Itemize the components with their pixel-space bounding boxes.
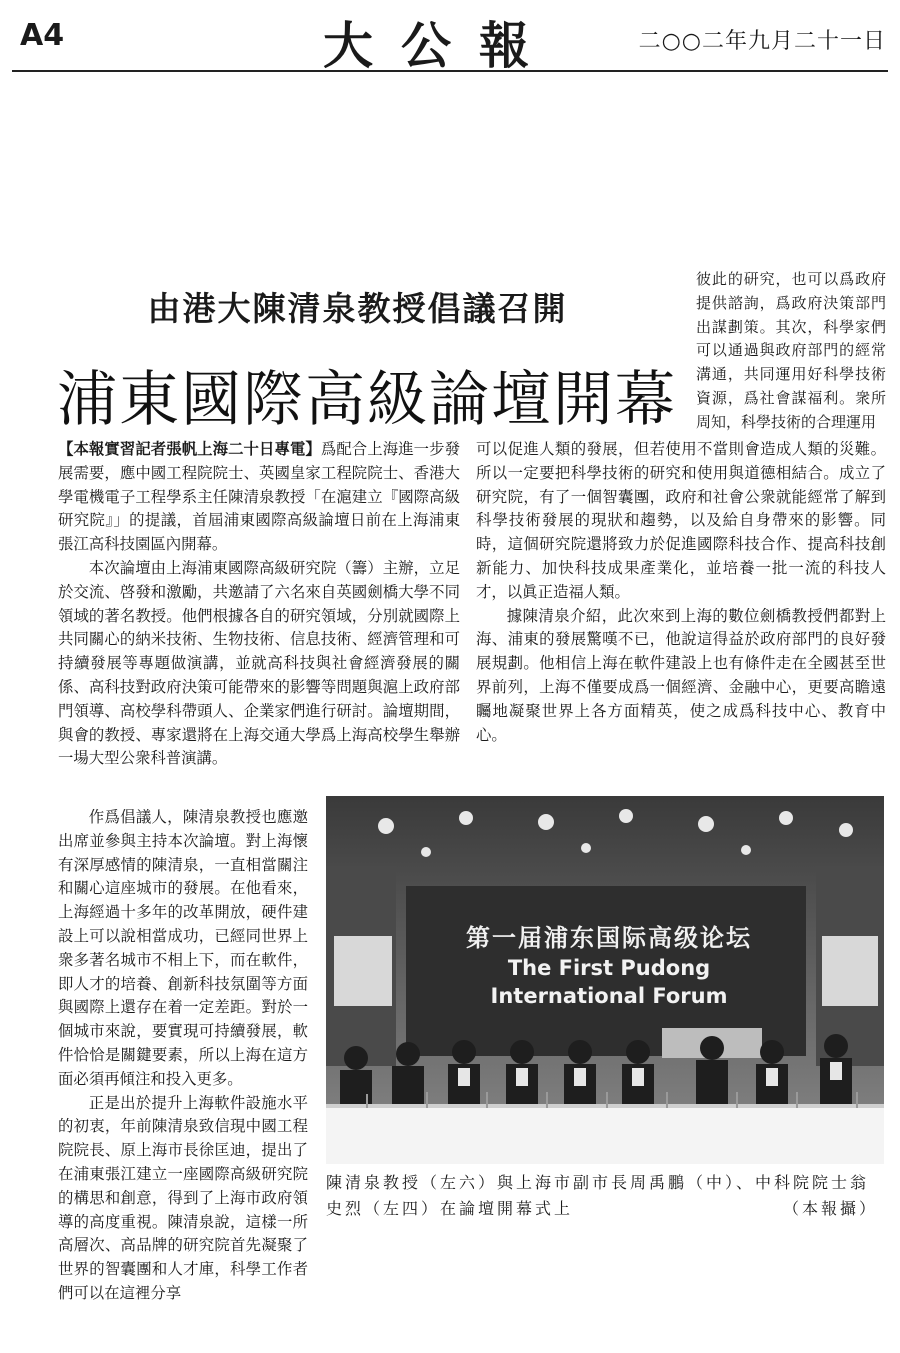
article-paragraph-lead <box>58 438 460 557</box>
article-paragraph: 彼此的研究，也可以爲政府提供諮詢，爲政府決策部門出謀劃策。其次，科學家們可以通過與政府部門的經常溝通，共同運用好科學技術資源，爲社會謀福利。衆所周知，科學技術的合理運用 <box>696 270 886 431</box>
article-paragraph: 可以促進人類的發展，但若使用不當則會造成人類的災難。所以一定要把科學技術的研究和使用與道德相結合。成立了研究院，有了一個智囊團，政府和社會公衆就能經常了解到科學技術發展的現狀和趨勢，以及給自身帶來的影響。同時，這個研究院還將致力於促進國際科技合作、提高科技創新能力、加快科技成果產業化，並培養一批一流的科技人才，以眞正造福人類。 <box>476 440 886 601</box>
article-column-right-top <box>696 268 886 435</box>
banner-chinese-title: 第一届浦东国际高级论坛 <box>466 924 752 952</box>
lead-text: 爲配合上海進一步發展需要，應中國工程院院士、英國皇家工程院院士、香港大學電機電子工程學系主任陳清泉教授「在滬建立『國際高級研究院』」的提議，首屆浦東國際高級論壇日前在上海浦東張江高科技園區內開幕。 <box>58 440 460 554</box>
photo-credit: （本報攝） <box>782 1199 878 1218</box>
issue-date: 二○○二年九月二十一日 <box>638 29 886 54</box>
article-column-left-bottom <box>58 806 308 1306</box>
header-rule <box>12 70 888 72</box>
newspaper-masthead: 大公報 <box>323 16 557 75</box>
headline-kicker: 由港大陳清泉教授倡議召開 <box>147 289 568 328</box>
photo-scene <box>326 796 884 1164</box>
forum-photo <box>326 796 884 1164</box>
article-column-left <box>58 438 460 771</box>
article-paragraph: 作爲倡議人，陳清泉教授也應邀出席並參與主持本次論壇。對上海懷有深厚感情的陳清泉，一直相當關注和關心這座城市的發展。在他看來，上海經過十多年的改革開放，硬件建設上可以說相當成功，已經同世界上衆多著名城市不相上下，而在軟件，即人才的培養、創新科技氛圍等方面與國際上還存在着一定差距。對於一個城市來說，要實現可持續發展，軟件恰恰是關鍵要素，所以上海在這方面必須再傾注和投入更多。 <box>58 808 308 1088</box>
article-paragraph: 正是出於提升上海軟件設施水平的初衷，年前陳清泉致信現中國工程院院長、原上海市長徐匡迪，提出了在浦東張江建立一座國際高級研究院的構思和創意，得到了上海市政府領導的高度重視。陳清泉說，這樣一所高層次、高品牌的研究院首先凝聚了世界的智囊團和人才庫，科學工作者們可以在這裡分享 <box>58 1093 308 1302</box>
article-paragraph: 據陳清泉介紹，此次來到上海的數位劍橋教授們都對上海、浦東的發展驚嘆不已，他說這得益於政府部門的良好發展規劃。他相信上海在軟件建設上也有條件走在全國甚至世界前列，上海不僅要成爲一個經濟、金融中心，更要高瞻遠矚地凝聚世界上各方面精英，使之成爲科技中心、教育中心。 <box>476 606 886 744</box>
article-column-right <box>476 438 886 747</box>
dateline: 【本報實習記者張帆上海二十日專電】 <box>58 440 321 458</box>
headline-main: 浦東國際高級論壇開幕 <box>57 365 677 435</box>
banner-english-title-line1: The First Pudong <box>507 956 711 980</box>
photo-caption: 陳清泉教授（左六）與上海市副市長周禹鵬（中）、中科院院士翁史烈（左四）在論壇開幕式上 <box>326 1173 870 1218</box>
article-paragraph: 本次論壇由上海浦東國際高級研究院（籌）主辦，立足於交流、啓發和激勵，共邀請了六名來自英國劍橋大學不同領域的著名教授。他們根據各自的研究領域，分別就國際上共同關心的納米技術、生物技術、信息技術、經濟管理和可持續發展等專題做演講，並就高科技與社會經濟發展的關係、高科技對政府決策可能帶來的影響等問題與滬上政府部門領導、高校學科帶頭人、企業家們進行研討。論壇期間，與會的教授、專家還將在上海交通大學爲上海高校學生舉辦一場大型公衆科普演講。 <box>58 558 460 768</box>
page-number: A4 <box>20 18 65 53</box>
banner-english-title-line2: International Forum <box>490 984 728 1008</box>
